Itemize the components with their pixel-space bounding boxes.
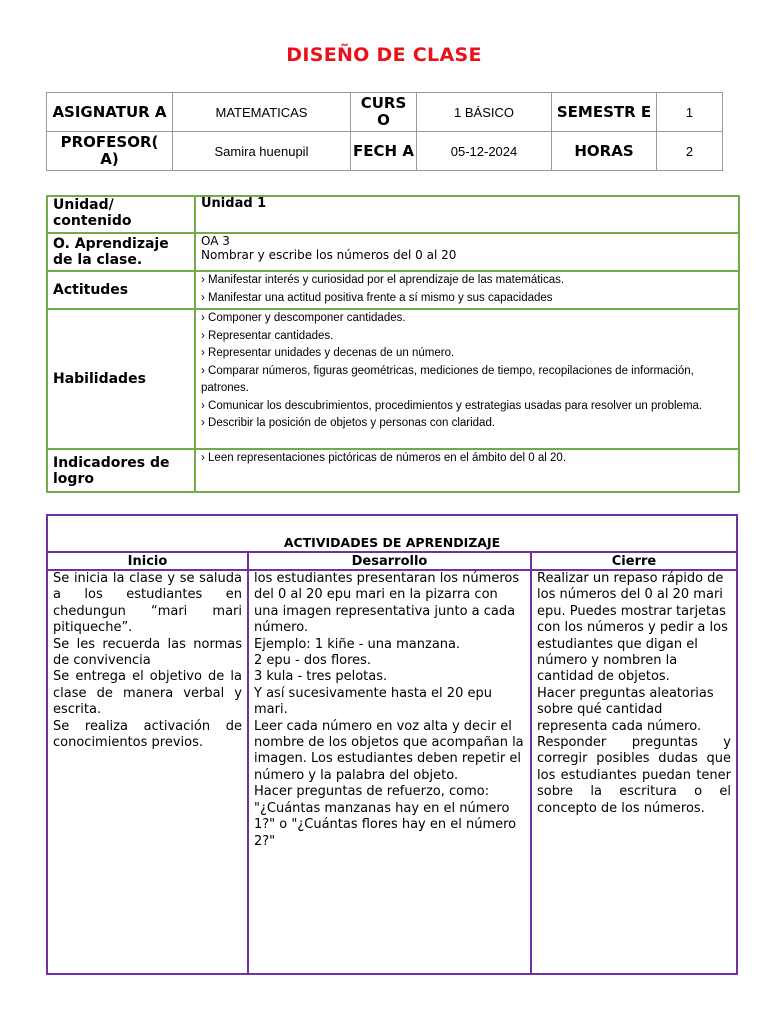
unidad-value: Unidad 1: [195, 196, 739, 233]
desarrollo-cell: [248, 570, 531, 974]
cierre-item: Hacer preguntas aleatorias sobre qué cantidad representa cada número.: [537, 685, 714, 734]
habilidad-item: › Representar unidades y decenas de un número.: [201, 347, 455, 359]
inicio-item: Se realiza activación de conocimientos previos.: [53, 718, 242, 751]
actitudes-label: Actitudes: [47, 271, 195, 309]
actitud-item: › Manifestar interés y curiosidad por el aprendizaje de las matemáticas.: [201, 274, 565, 286]
indicadores-label: Indicadores de logro: [47, 449, 195, 492]
horas-label: HORAS: [552, 132, 657, 171]
fecha-label: FECH A: [351, 132, 417, 171]
actitud-item: › Manifestar una actitud positiva frente a sí mismo y sus capacidades: [201, 291, 553, 304]
asignatura-label: ASIGNATUR A: [47, 93, 173, 132]
semestre-value: 1: [657, 93, 723, 132]
indicadores-value: › Leen representaciones pictóricas de números en el ámbito del 0 al 20.: [195, 449, 739, 492]
curso-label: CURS O: [351, 93, 417, 132]
asignatura-value: MATEMATICAS: [173, 93, 351, 132]
header-table: [46, 92, 723, 171]
semestre-label: SEMESTR E: [552, 93, 657, 132]
info-table: [46, 195, 740, 493]
profesor-label: PROFESOR( A): [47, 132, 173, 171]
habilidad-item: › Comparar números, figuras geométricas, mediciones de tiempo, recopilaciones de información, patrones.: [201, 364, 694, 394]
cierre-header: Cierre: [531, 552, 737, 570]
habilidad-item: › Describir la posición de objetos y personas con claridad.: [201, 417, 496, 429]
desarrollo-item: Ejemplo: 1 kiñe - una manzana.: [254, 636, 461, 652]
oa-code: OA 3: [201, 234, 230, 248]
inicio-cell: [47, 570, 248, 974]
cierre-item: Responder preguntas y corregir posibles dudas que los estudiantes puedan tener sobre la escritura o el concepto de los números.: [537, 735, 731, 816]
cierre-cell: [531, 570, 737, 974]
inicio-item: Se les recuerda las normas de convivencia: [53, 636, 242, 669]
horas-value: 2: [657, 132, 723, 171]
inicio-item: Se entrega el objetivo de la clase de manera verbal y escrita.: [53, 669, 242, 718]
page-title: DISEÑO DE CLASE: [286, 44, 482, 66]
desarrollo-item: Hacer preguntas de refuerzo, como: "¿Cuántas manzanas hay en el número 1?" o "¿Cuántas flores hay en el número 2?": [254, 784, 517, 849]
unidad-label: Unidad/ contenido: [47, 196, 195, 233]
habilidades-label: Habilidades: [47, 309, 195, 449]
oa-label: O. Aprendizaje de la clase.: [47, 233, 195, 271]
oa-text: Nombrar y escribe los números del 0 al 20: [201, 248, 457, 262]
desarrollo-item: Y así sucesivamente hasta el 20 epu mari.: [254, 685, 492, 718]
desarrollo-item: 3 kula - tres pelotas.: [254, 669, 388, 685]
fecha-value: 05-12-2024: [417, 132, 552, 171]
curso-value: 1 BÁSICO: [417, 93, 552, 132]
activities-table: [46, 514, 738, 975]
habilidad-item: › Representar cantidades.: [201, 329, 334, 342]
desarrollo-header: Desarrollo: [248, 552, 531, 570]
cierre-item: Realizar un repaso rápido de los números del 0 al 20 mari epu. Puedes mostrar tarjetas con los números y pedir a los estudiantes que digan el número y nombren la cantidad de objetos.: [537, 571, 728, 685]
activities-title: ACTIVIDADES DE APRENDIZAJE: [47, 515, 737, 552]
inicio-header: Inicio: [47, 552, 248, 570]
inicio-item: Se inicia la clase y se saluda a los estudiantes en chedungun “mari mari pitiqueche”.: [53, 571, 242, 636]
desarrollo-item: Leer cada número en voz alta y decir el nombre de los objetos que acompañan la imagen. Los estudiantes deben repetir el número y la palabra del objeto.: [254, 718, 524, 783]
habilidad-item: › Componer y descomponer cantidades.: [201, 312, 406, 324]
desarrollo-item: 2 epu - dos flores.: [254, 653, 372, 669]
profesor-value: Samira huenupil: [173, 132, 351, 171]
habilidad-item: › Comunicar los descubrimientos, procedimientos y estrategias usadas para resolver un problema.: [201, 399, 703, 412]
desarrollo-item: los estudiantes presentaran los números del 0 al 20 epu mari en la pizarra con una imagen representativa junto a cada número.: [254, 571, 520, 636]
